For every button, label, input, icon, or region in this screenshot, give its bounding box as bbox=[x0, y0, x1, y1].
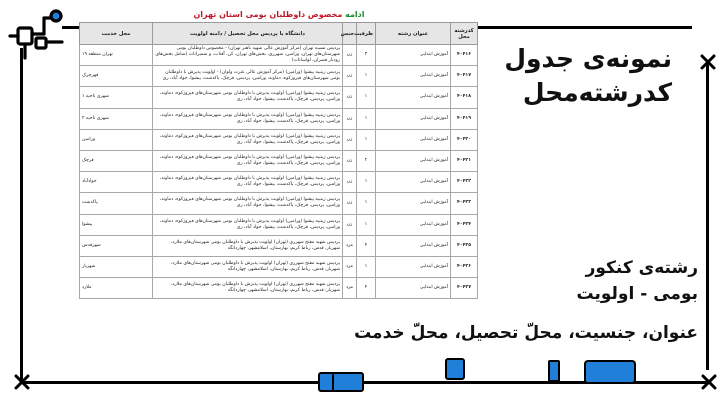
cell-code: ۴۰۴۲۳ bbox=[451, 193, 478, 214]
cell-gender: زن bbox=[343, 66, 357, 87]
cell-university: پردیس نسیبه تهران (مرکز آموزش عالی شهید باهنر تهران) - مخصوص داوطلبان بومی شهرستان‌های تهران، ورامین، شهرری، بخش‌های تهران، کن، آفتاب، و شمیرانات (شامل بخش‌های رودبار قصران، لواسانات) bbox=[153, 45, 343, 66]
cell-field: آموزش ابتدایی bbox=[376, 193, 451, 214]
cell-service: ورامین bbox=[80, 129, 153, 150]
cell-gender: زن bbox=[343, 129, 357, 150]
col-header-service: محل خدمت bbox=[80, 23, 153, 45]
cell-field: آموزش ابتدایی bbox=[376, 150, 451, 171]
blue-block-3 bbox=[548, 360, 560, 382]
document-title bbox=[80, 8, 478, 22]
cell-university: پردیس زینبیه پیشوا (ورامین) (مرکز آموزش عالی عترت ولوان) - اولویت پذیرش با داوطلبان بومی شهرستان‌های فیروزکوه، دماوند، ورامین، پردیس، قرچک، پاکدشت، پیشوا، جواد آباد، ری bbox=[153, 66, 343, 87]
cell-service: تهران منطقه ۱۹ bbox=[80, 45, 153, 66]
cell-capacity: ۱ bbox=[357, 256, 376, 277]
blue-block-1 bbox=[318, 372, 364, 392]
cell-gender: مرد bbox=[343, 256, 357, 277]
corner-knot-top-right bbox=[696, 50, 720, 74]
slide-heading bbox=[472, 42, 672, 110]
cell-service: ملارد bbox=[80, 278, 153, 299]
table-row bbox=[80, 214, 478, 235]
table-row bbox=[80, 108, 478, 129]
table-row bbox=[80, 172, 478, 193]
cell-university: پردیس زینبیه پیشوا (ورامین) اولویت پذیرش با داوطلبان بومی شهرستان‌های فیروزکوه، دماوند، ورامین، پردیس، قرچک، پاکدشت، پیشوا، جواد آباد، ری bbox=[153, 172, 343, 193]
cell-field: آموزش ابتدایی bbox=[376, 235, 451, 256]
cell-field: آموزش ابتدایی bbox=[376, 108, 451, 129]
cell-field: آموزش ابتدایی bbox=[376, 278, 451, 299]
corner-knot-bottom-left bbox=[10, 370, 34, 394]
cell-university: پردیس زینبیه پیشوا (ورامین) اولویت پذیرش با داوطلبان بومی شهرستان‌های فیروزکوه، دماوند، ورامین، پردیس، قرچک، پاکدشت، پیشوا، جواد آباد، ری bbox=[153, 108, 343, 129]
cell-university: پردیس زینبیه پیشوا (ورامین) اولویت پذیرش با داوطلبان بومی شهرستان‌های فیروزکوه، دماوند، ورامین، پردیس، قرچک، پاکدشت، پیشوا، جواد آباد، ری bbox=[153, 193, 343, 214]
cell-gender: زن bbox=[343, 150, 357, 171]
cell-service: پیشوا bbox=[80, 214, 153, 235]
cell-code: ۴۰۴۲۴ bbox=[451, 214, 478, 235]
heading-line-2: کدرشته‌محل bbox=[522, 78, 672, 107]
cell-service: شهری ناحیه ۲ bbox=[80, 108, 153, 129]
cell-field: آموزش ابتدایی bbox=[376, 256, 451, 277]
cell-code: ۴۰۴۱۹ bbox=[451, 108, 478, 129]
blue-block-1-divider bbox=[332, 374, 334, 390]
cell-capacity: ۱ bbox=[357, 172, 376, 193]
cell-gender: زن bbox=[343, 214, 357, 235]
heading-line-1: نمونه‌ی جدول bbox=[504, 44, 672, 73]
col-header-capacity: ظرفیت bbox=[357, 23, 376, 45]
subheading-line-3: عنوان، جنسیت، محلّ تحصیل، محلّ خدمت bbox=[354, 323, 698, 343]
col-header-gender: جنس bbox=[343, 23, 357, 45]
cell-code: ۴۰۴۱۸ bbox=[451, 87, 478, 108]
cell-gender: مرد bbox=[343, 235, 357, 256]
cell-capacity: ۱ bbox=[357, 87, 376, 108]
cell-field: آموزش ابتدایی bbox=[376, 66, 451, 87]
cell-service: شهری ناحیه ۱ bbox=[80, 87, 153, 108]
cell-code: ۴۰۴۲۵ bbox=[451, 235, 478, 256]
table-row bbox=[80, 45, 478, 66]
col-header-field: عنوان رشته bbox=[376, 23, 451, 45]
frame-left-line bbox=[20, 48, 23, 384]
cell-capacity: ۴ bbox=[357, 235, 376, 256]
table-header-row bbox=[80, 23, 478, 45]
cell-capacity: ۱ bbox=[357, 66, 376, 87]
col-header-university: دانشگاه یا پردیس محل تحصیل / دامنه اولویت bbox=[153, 23, 343, 45]
cell-capacity: ۱ bbox=[357, 214, 376, 235]
cell-university: پردیس زینبیه پیشوا (ورامین) اولویت پذیرش با داوطلبان بومی شهرستان‌های فیروزکوه، دماوند، ورامین، پردیس، قرچک، پاکدشت، پیشوا، جواد آباد، ری bbox=[153, 129, 343, 150]
title-main: مخصوص داوطلبان بومی استان تهران bbox=[193, 10, 343, 19]
cell-capacity: ۱ bbox=[357, 193, 376, 214]
blue-block-4 bbox=[584, 360, 636, 384]
cell-capacity: ۳ bbox=[357, 45, 376, 66]
cell-service: جوادآباد bbox=[80, 172, 153, 193]
cell-code: ۴۰۴۱۷ bbox=[451, 66, 478, 87]
subheading-line-1: رشته‌ی کنکور bbox=[585, 258, 698, 278]
cell-code: ۴۰۴۲۱ bbox=[451, 150, 478, 171]
cell-code: ۴۰۴۱۶ bbox=[451, 45, 478, 66]
cell-gender: زن bbox=[343, 172, 357, 193]
cell-code: ۴۰۴۲۶ bbox=[451, 256, 478, 277]
cell-capacity: ۲ bbox=[357, 150, 376, 171]
cell-university: پردیس شهید مفتح شهرری (تهران) اولویت پذیرش با داوطلبان بومی شهرستان‌های ملارد، شهریار، قدس، رباط کریم، بهارستان، اسلامشهر، چهاردانگه bbox=[153, 256, 343, 277]
col-header-code: کدرشته محل bbox=[451, 23, 478, 45]
subheading-line-2: بومی - اولویت bbox=[576, 284, 698, 304]
cell-service: قرچک bbox=[80, 150, 153, 171]
cell-field: آموزش ابتدایی bbox=[376, 214, 451, 235]
cell-code: ۴۰۴۲۰ bbox=[451, 129, 478, 150]
cell-capacity: ۱ bbox=[357, 108, 376, 129]
corner-knot-top-left bbox=[6, 4, 70, 68]
cell-service: شهرقدس bbox=[80, 235, 153, 256]
table-row bbox=[80, 193, 478, 214]
cell-service: شهریار bbox=[80, 256, 153, 277]
cell-gender: زن bbox=[343, 45, 357, 66]
table-row bbox=[80, 66, 478, 87]
cell-university: پردیس شهید مفتح شهرری (تهران) اولویت پذیرش با داوطلبان بومی شهرستان‌های ملارد، شهریار، قدس، رباط کریم، بهارستان، اسلامشهر، چهاردانگه bbox=[153, 235, 343, 256]
cell-university: پردیس شهید مفتح شهرری (تهران) اولویت پذیرش با داوطلبان بومی شهرستان‌های ملارد، شهریار، قدس، رباط کریم، بهارستان، اسلامشهر، چهاردانگه bbox=[153, 278, 343, 299]
table-row bbox=[80, 129, 478, 150]
cell-field: آموزش ابتدایی bbox=[376, 129, 451, 150]
table-row bbox=[80, 235, 478, 256]
cell-service: پاکدشت bbox=[80, 193, 153, 214]
cell-gender: زن bbox=[343, 108, 357, 129]
cell-university: پردیس زینبیه پیشوا (ورامین) اولویت پذیرش با داوطلبان بومی شهرستان‌های فیروزکوه، دماوند، ورامین، پردیس، قرچک، پاکدشت، پیشوا، جواد آباد، ری bbox=[153, 87, 343, 108]
cell-gender: زن bbox=[343, 193, 357, 214]
corner-knot-bottom-right bbox=[697, 370, 720, 394]
title-prefix: ادامه bbox=[345, 10, 365, 19]
cell-capacity: ۱ bbox=[357, 129, 376, 150]
table-row bbox=[80, 87, 478, 108]
cell-field: آموزش ابتدایی bbox=[376, 45, 451, 66]
cell-field: آموزش ابتدایی bbox=[376, 172, 451, 193]
frame-right-line bbox=[706, 60, 709, 370]
cell-field: آموزش ابتدایی bbox=[376, 87, 451, 108]
cell-capacity: ۴ bbox=[357, 278, 376, 299]
cell-university: پردیس زینبیه پیشوا (ورامین) اولویت پذیرش با داوطلبان بومی شهرستان‌های فیروزکوه، دماوند، ورامین، پردیس، قرچک، پاکدشت، پیشوا، جواد آباد، ری bbox=[153, 214, 343, 235]
cell-gender: مرد bbox=[343, 278, 357, 299]
cell-code: ۴۰۴۲۷ bbox=[451, 278, 478, 299]
table-row bbox=[80, 150, 478, 171]
slide-subheading bbox=[418, 255, 698, 307]
cell-gender: زن bbox=[343, 87, 357, 108]
cell-code: ۴۰۴۲۲ bbox=[451, 172, 478, 193]
cell-university: پردیس زینبیه پیشوا (ورامین) اولویت پذیرش با داوطلبان بومی شهرستان‌های فیروزکوه، دماوند، ورامین، پردیس، قرچک، پاکدشت، پیشوا، جواد آباد، ری bbox=[153, 150, 343, 171]
blue-block-2 bbox=[445, 358, 465, 380]
cell-service: قهرچرک bbox=[80, 66, 153, 87]
